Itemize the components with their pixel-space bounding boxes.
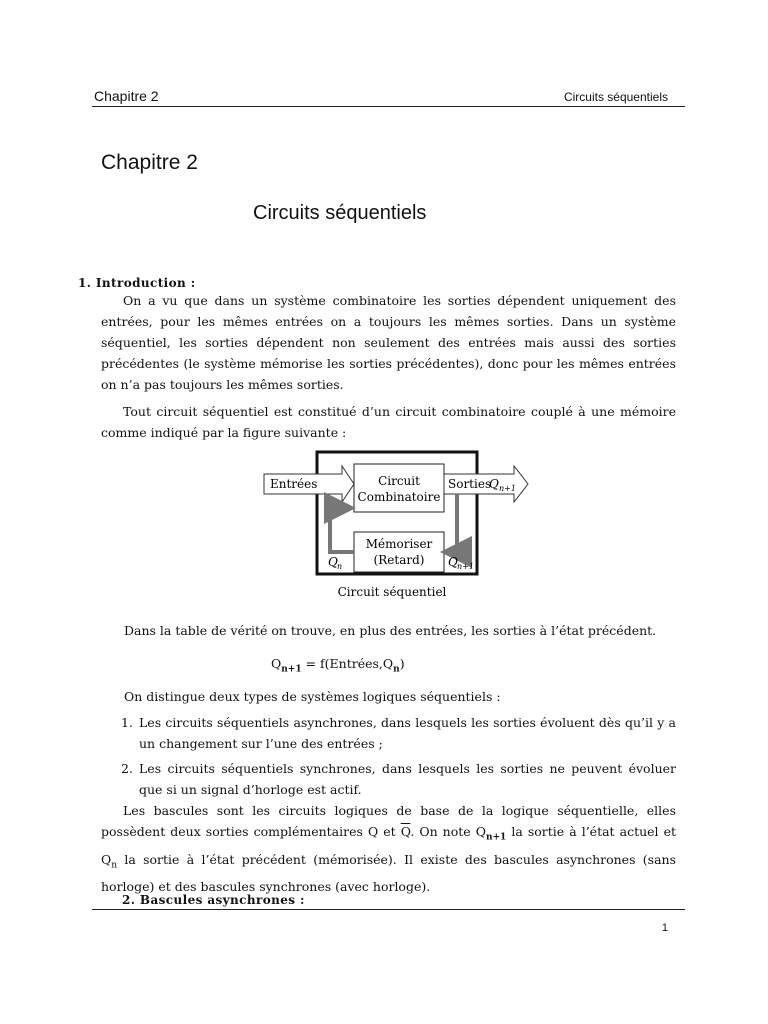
list-item: [121, 758, 676, 800]
header-chapter: Chapitre 2: [94, 88, 159, 104]
eq-q: Q: [271, 656, 282, 671]
page-number: 1: [661, 922, 668, 934]
feedback-arrow-qn: [330, 508, 354, 552]
chapter-title: Chapitre 2: [101, 151, 198, 174]
q-bar: $\overline{Q}$: [400, 824, 411, 839]
bascules-sub2: n: [111, 860, 118, 870]
bascules-paragraph: [101, 800, 676, 897]
types-intro: On distingue deux types de systèmes logiques séquentiels :: [124, 689, 501, 704]
truth-table-paragraph: Dans la table de vérité on trouve, en plus des entrées, les sorties à l’état précédent.: [124, 623, 657, 638]
inputs-label: Entrées: [270, 477, 318, 491]
equation: [271, 656, 405, 675]
section-rule: [92, 909, 685, 910]
eq-sub: n+1: [281, 664, 302, 675]
eq-sub2: n: [393, 664, 400, 675]
list-text: Les circuits séquentiels synchrones, dans lesquels les sorties ne peuvent évoluer que si un signal d’horloge est actif.: [139, 761, 676, 797]
comb-label-1: Circuit: [378, 474, 420, 488]
bascules-text-b: . On note Q: [410, 824, 486, 839]
inputs-arrow: [264, 466, 354, 502]
section-heading-bascules: 2. Bascules asynchrones :: [122, 893, 305, 907]
qn-sub: n: [337, 562, 343, 571]
list-number: 1.: [121, 715, 133, 730]
list-text: Les circuits séquentiels asynchrones, dans lesquels les sorties évoluent dès qu’il y a un changement sur l’une des entrées ;: [139, 715, 676, 751]
figure-caption: Circuit séquentiel: [337, 585, 447, 599]
outputs-q: Q: [489, 477, 499, 491]
memory-label-1: Mémoriser: [365, 537, 433, 551]
eq-end: ): [399, 656, 405, 671]
types-list: [121, 712, 676, 800]
chapter-subtitle: Circuits séquentiels: [253, 202, 427, 224]
qn-label: Q: [328, 555, 338, 569]
sequential-circuit-figure: [262, 448, 532, 600]
bascules-text-c: la sortie à l’état actuel et Q: [101, 824, 676, 867]
memory-label-2: (Retard): [373, 553, 425, 567]
feedback-arrow-qn1: [448, 494, 457, 552]
combinational-block: [354, 464, 444, 512]
intro-paragraph: [101, 290, 676, 443]
section-heading-introduction: 1. Introduction :: [78, 276, 196, 290]
bascules-text-a: Les bascules sont les circuits logiques de base de la logique séquentielle, elles possèdent deux sorties complémentaires Q et: [101, 803, 676, 839]
eq-mid: = f(Entrées,Q: [301, 656, 394, 671]
header-rule: [92, 106, 685, 107]
intro-text-1: On a vu que dans un système combinatoire les sorties dépendent uniquement des entrées, pour les mêmes entrées on a toujours les mêmes sorties. Dans un système séquentiel, les sorties dépendent non seulement des entrées mais aussi des sorties précédentes (le système mémorise les sorties précédentes), donc pour les mêmes entrées on n’a pas toujours les mêmes sorties.: [101, 293, 676, 392]
list-item: [121, 712, 676, 754]
outputs-sub: n+1: [499, 484, 516, 493]
comb-label-2: Combinatoire: [357, 490, 441, 504]
qn1-sub: n+1: [457, 562, 474, 571]
bascules-sub: n+1: [485, 832, 507, 843]
header-title: Circuits séquentiels: [563, 90, 668, 104]
qn1-label: Q: [448, 555, 458, 569]
bascules-text-d: la sortie à l’état précédent (mémorisée). Il existe des bascules asynchrones (sans horloge) et des bascules synchrones (avec horloge).: [101, 851, 676, 894]
outputs-label: Sorties: [448, 477, 492, 491]
list-number: 2.: [121, 761, 133, 776]
intro-text-2: Tout circuit séquentiel est constitué d’un circuit combinatoire couplé à une mémoire comme indiqué par la figure suivante :: [101, 404, 676, 440]
